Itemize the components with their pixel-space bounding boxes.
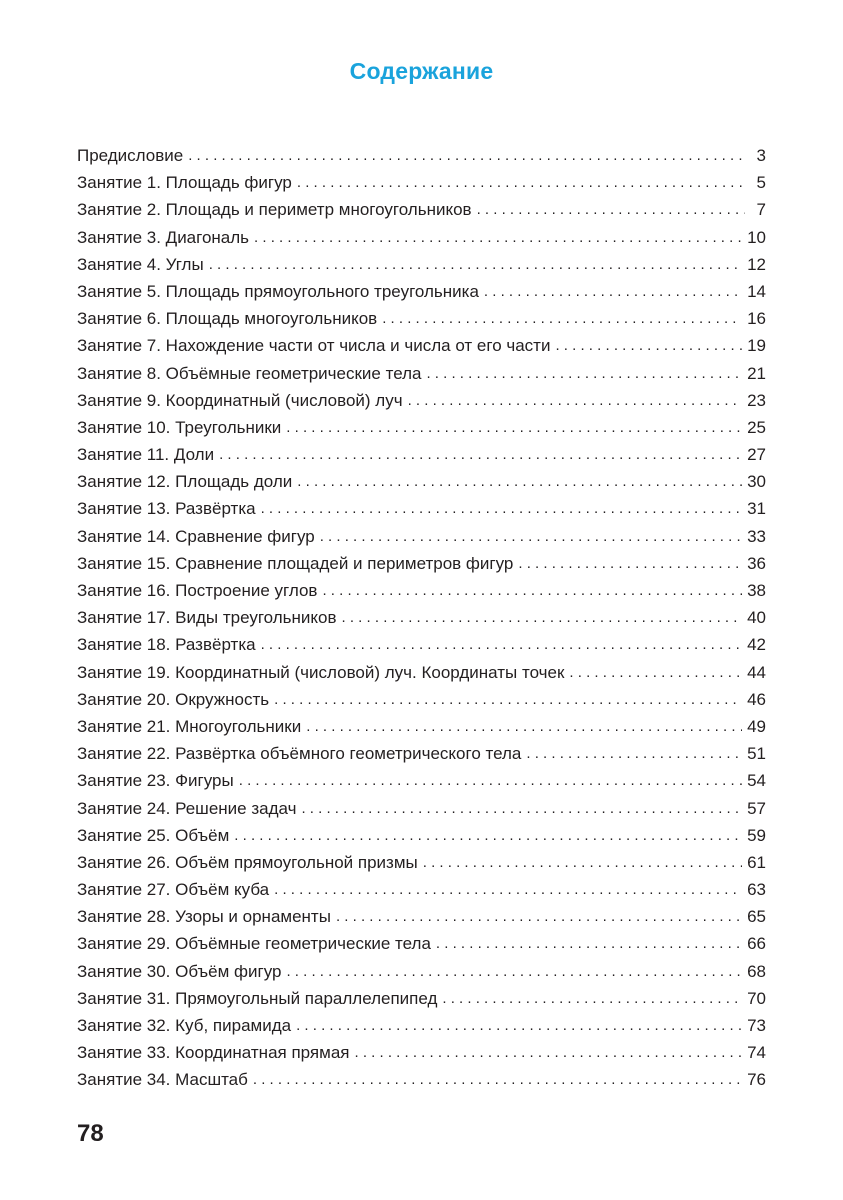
toc-entry-page: 65 bbox=[747, 907, 766, 927]
toc-entry-page: 40 bbox=[747, 608, 766, 628]
dot-leader bbox=[253, 1066, 742, 1093]
toc-entry bbox=[77, 930, 766, 957]
toc-entry-title: Занятие 7. Нахождение части от числа и числа от его части bbox=[77, 336, 551, 356]
toc-entry bbox=[77, 876, 766, 903]
toc-entry bbox=[77, 1039, 766, 1066]
dot-leader bbox=[408, 387, 742, 414]
toc-entry-page: 5 bbox=[756, 173, 766, 193]
toc-entry-title: Занятие 29. Объёмные геометрические тела bbox=[77, 934, 431, 954]
toc-entry-page: 59 bbox=[747, 825, 766, 845]
toc-entry bbox=[77, 523, 766, 550]
toc-entry-title: Занятие 1. Площадь фигур bbox=[77, 173, 292, 193]
toc-entry-page: 33 bbox=[747, 526, 766, 546]
dot-leader bbox=[442, 985, 742, 1012]
toc-entry-title: Занятие 27. Объём куба bbox=[77, 880, 270, 900]
toc-entry bbox=[77, 604, 766, 631]
toc-entry-page: 70 bbox=[747, 988, 766, 1008]
toc-entry-page: 57 bbox=[747, 798, 766, 818]
dot-leader bbox=[569, 659, 742, 686]
toc-entry-title: Занятие 13. Развёртка bbox=[77, 499, 256, 519]
dot-leader bbox=[423, 849, 742, 876]
toc-entry-title: Занятие 11. Доли bbox=[77, 445, 215, 465]
toc-entry bbox=[77, 903, 766, 930]
dot-leader bbox=[436, 930, 742, 957]
toc-entry-title: Занятие 33. Координатная прямая bbox=[77, 1043, 350, 1063]
toc-entry bbox=[77, 1012, 766, 1039]
toc-entry bbox=[77, 332, 766, 359]
toc-entry bbox=[77, 468, 766, 495]
toc-entry-page: 68 bbox=[747, 961, 766, 981]
toc-entry bbox=[77, 958, 766, 985]
dot-leader bbox=[320, 523, 742, 550]
toc-entry bbox=[77, 713, 766, 740]
toc-entry bbox=[77, 1066, 766, 1093]
toc-entry-title: Занятие 8. Объёмные геометрические тела bbox=[77, 363, 422, 383]
dot-leader bbox=[354, 1039, 742, 1066]
toc-entry-page: 73 bbox=[747, 1016, 766, 1035]
toc-entry-page: 31 bbox=[747, 499, 766, 519]
toc-entry-page: 51 bbox=[747, 744, 766, 764]
dot-leader bbox=[209, 251, 742, 278]
page-number: 78 bbox=[77, 1120, 104, 1147]
toc-entry bbox=[77, 550, 766, 577]
toc-entry-page: 30 bbox=[747, 472, 766, 492]
dot-leader bbox=[382, 305, 742, 332]
toc-entry-title: Занятие 24. Решение задач bbox=[77, 798, 297, 818]
toc-entry-title: Занятие 28. Узоры и орнаменты bbox=[77, 907, 331, 927]
toc-entry-title: Занятие 22. Развёртка объёмного геометрического тела bbox=[77, 744, 522, 764]
toc-entry-page: 76 bbox=[747, 1070, 766, 1090]
toc-entry-title: Занятие 25. Объём bbox=[77, 825, 230, 845]
toc-entry bbox=[77, 822, 766, 849]
toc-entry bbox=[77, 767, 766, 794]
dot-leader bbox=[261, 495, 742, 522]
toc-entry-title: Занятие 32. Куб, пирамида bbox=[77, 1016, 292, 1035]
toc-entry-page: 25 bbox=[747, 417, 766, 437]
toc-entry bbox=[77, 278, 766, 305]
toc-entry-title: Занятие 10. Треугольники bbox=[77, 417, 282, 437]
toc-entry-page: 3 bbox=[756, 146, 766, 165]
toc-entry-page: 10 bbox=[747, 227, 766, 247]
toc-entry bbox=[77, 659, 766, 686]
toc-entry-title: Занятие 21. Многоугольники bbox=[77, 716, 302, 736]
toc-entry-page: 36 bbox=[747, 553, 766, 573]
dot-leader bbox=[301, 795, 742, 822]
toc-entry bbox=[77, 795, 766, 822]
toc-entry-page: 14 bbox=[747, 281, 766, 301]
dot-leader bbox=[426, 360, 742, 387]
toc-entry bbox=[77, 387, 766, 414]
toc-entry-title: Занятие 2. Площадь и периметр многоугольников bbox=[77, 200, 472, 220]
dot-leader bbox=[239, 767, 742, 794]
toc-entry bbox=[77, 224, 766, 251]
toc-entry bbox=[77, 441, 766, 468]
toc-entry-title: Занятие 19. Координатный (числовой) луч. Координаты точек bbox=[77, 662, 565, 682]
toc-entry bbox=[77, 985, 766, 1012]
toc-entry bbox=[77, 360, 766, 387]
toc-entry-page: 46 bbox=[747, 689, 766, 709]
toc-entry bbox=[77, 414, 766, 441]
toc-entry-title: Занятие 6. Площадь многоугольников bbox=[77, 309, 378, 329]
toc-entry-page: 12 bbox=[747, 254, 766, 274]
toc-entry-title: Занятие 20. Окружность bbox=[77, 689, 270, 709]
toc-entry-title: Занятие 34. Масштаб bbox=[77, 1070, 248, 1090]
dot-leader bbox=[297, 169, 745, 196]
toc-entry bbox=[77, 577, 766, 604]
dot-leader bbox=[234, 822, 742, 849]
toc-entry-title: Предисловие bbox=[77, 146, 184, 165]
toc-entry bbox=[77, 251, 766, 278]
toc-entry-title: Занятие 23. Фигуры bbox=[77, 771, 234, 791]
toc-entry-title: Занятие 12. Площадь доли bbox=[77, 472, 293, 492]
toc-entry-page: 21 bbox=[747, 363, 766, 383]
dot-leader bbox=[261, 631, 742, 658]
toc-entry bbox=[77, 169, 766, 196]
toc-entry-page: 66 bbox=[747, 934, 766, 954]
toc-entry bbox=[77, 631, 766, 658]
dot-leader bbox=[555, 332, 742, 359]
dot-leader bbox=[274, 876, 742, 903]
toc-entry-title: Занятие 14. Сравнение фигур bbox=[77, 526, 315, 546]
dot-leader bbox=[322, 577, 742, 604]
dot-leader bbox=[526, 740, 742, 767]
toc-entry-page: 42 bbox=[747, 635, 766, 655]
dot-leader bbox=[188, 142, 745, 169]
toc-entry-page: 27 bbox=[747, 445, 766, 465]
dot-leader bbox=[336, 903, 742, 930]
dot-leader bbox=[484, 278, 742, 305]
toc-entry-title: Занятие 18. Развёртка bbox=[77, 635, 256, 655]
toc-entry-title: Занятие 17. Виды треугольников bbox=[77, 608, 337, 628]
dot-leader bbox=[219, 441, 742, 468]
toc-entry-title: Занятие 31. Прямоугольный параллелепипед bbox=[77, 988, 438, 1008]
toc-entry-page: 61 bbox=[747, 852, 766, 872]
toc-entry-title: Занятие 3. Диагональ bbox=[77, 227, 250, 247]
toc-entry-page: 16 bbox=[747, 309, 766, 329]
toc-entry bbox=[77, 740, 766, 767]
dot-leader bbox=[286, 958, 742, 985]
page-title: Содержание bbox=[349, 58, 494, 84]
toc-entry-title: Занятие 5. Площадь прямоугольного треугольника bbox=[77, 281, 479, 301]
dot-leader bbox=[306, 713, 742, 740]
toc-entry-page: 38 bbox=[747, 581, 766, 600]
dot-leader bbox=[518, 550, 742, 577]
toc-entry-page: 44 bbox=[747, 662, 766, 682]
toc-entry-page: 49 bbox=[747, 716, 766, 736]
toc-entry-page: 7 bbox=[756, 200, 766, 220]
toc-entry bbox=[77, 305, 766, 332]
toc-entry-page: 23 bbox=[747, 390, 766, 410]
toc-entry-page: 54 bbox=[747, 771, 766, 791]
toc-entry bbox=[77, 686, 766, 713]
toc-entry-page: 63 bbox=[747, 880, 766, 900]
toc-entry bbox=[77, 196, 766, 223]
toc-entry-title: Занятие 26. Объём прямоугольной призмы bbox=[77, 852, 418, 872]
toc-entry-title: Занятие 9. Координатный (числовой) луч bbox=[77, 390, 403, 410]
dot-leader bbox=[342, 604, 743, 631]
toc-entry-title: Занятие 4. Углы bbox=[77, 254, 204, 274]
dot-leader bbox=[296, 1012, 742, 1039]
toc-entry-title: Занятие 16. Построение углов bbox=[77, 581, 318, 600]
toc-entry-title: Занятие 15. Сравнение площадей и периметров фигур bbox=[77, 553, 514, 573]
toc-entry bbox=[77, 142, 766, 169]
table-of-contents bbox=[77, 142, 766, 1094]
toc-entry-title: Занятие 30. Объём фигур bbox=[77, 961, 282, 981]
toc-entry bbox=[77, 495, 766, 522]
toc-entry-page: 19 bbox=[747, 336, 766, 356]
toc-entry-page: 74 bbox=[747, 1043, 766, 1063]
toc-entry bbox=[77, 849, 766, 876]
dot-leader bbox=[274, 686, 742, 713]
dot-leader bbox=[297, 468, 742, 495]
dot-leader bbox=[477, 196, 745, 223]
dot-leader bbox=[254, 224, 742, 251]
dot-leader bbox=[286, 414, 742, 441]
